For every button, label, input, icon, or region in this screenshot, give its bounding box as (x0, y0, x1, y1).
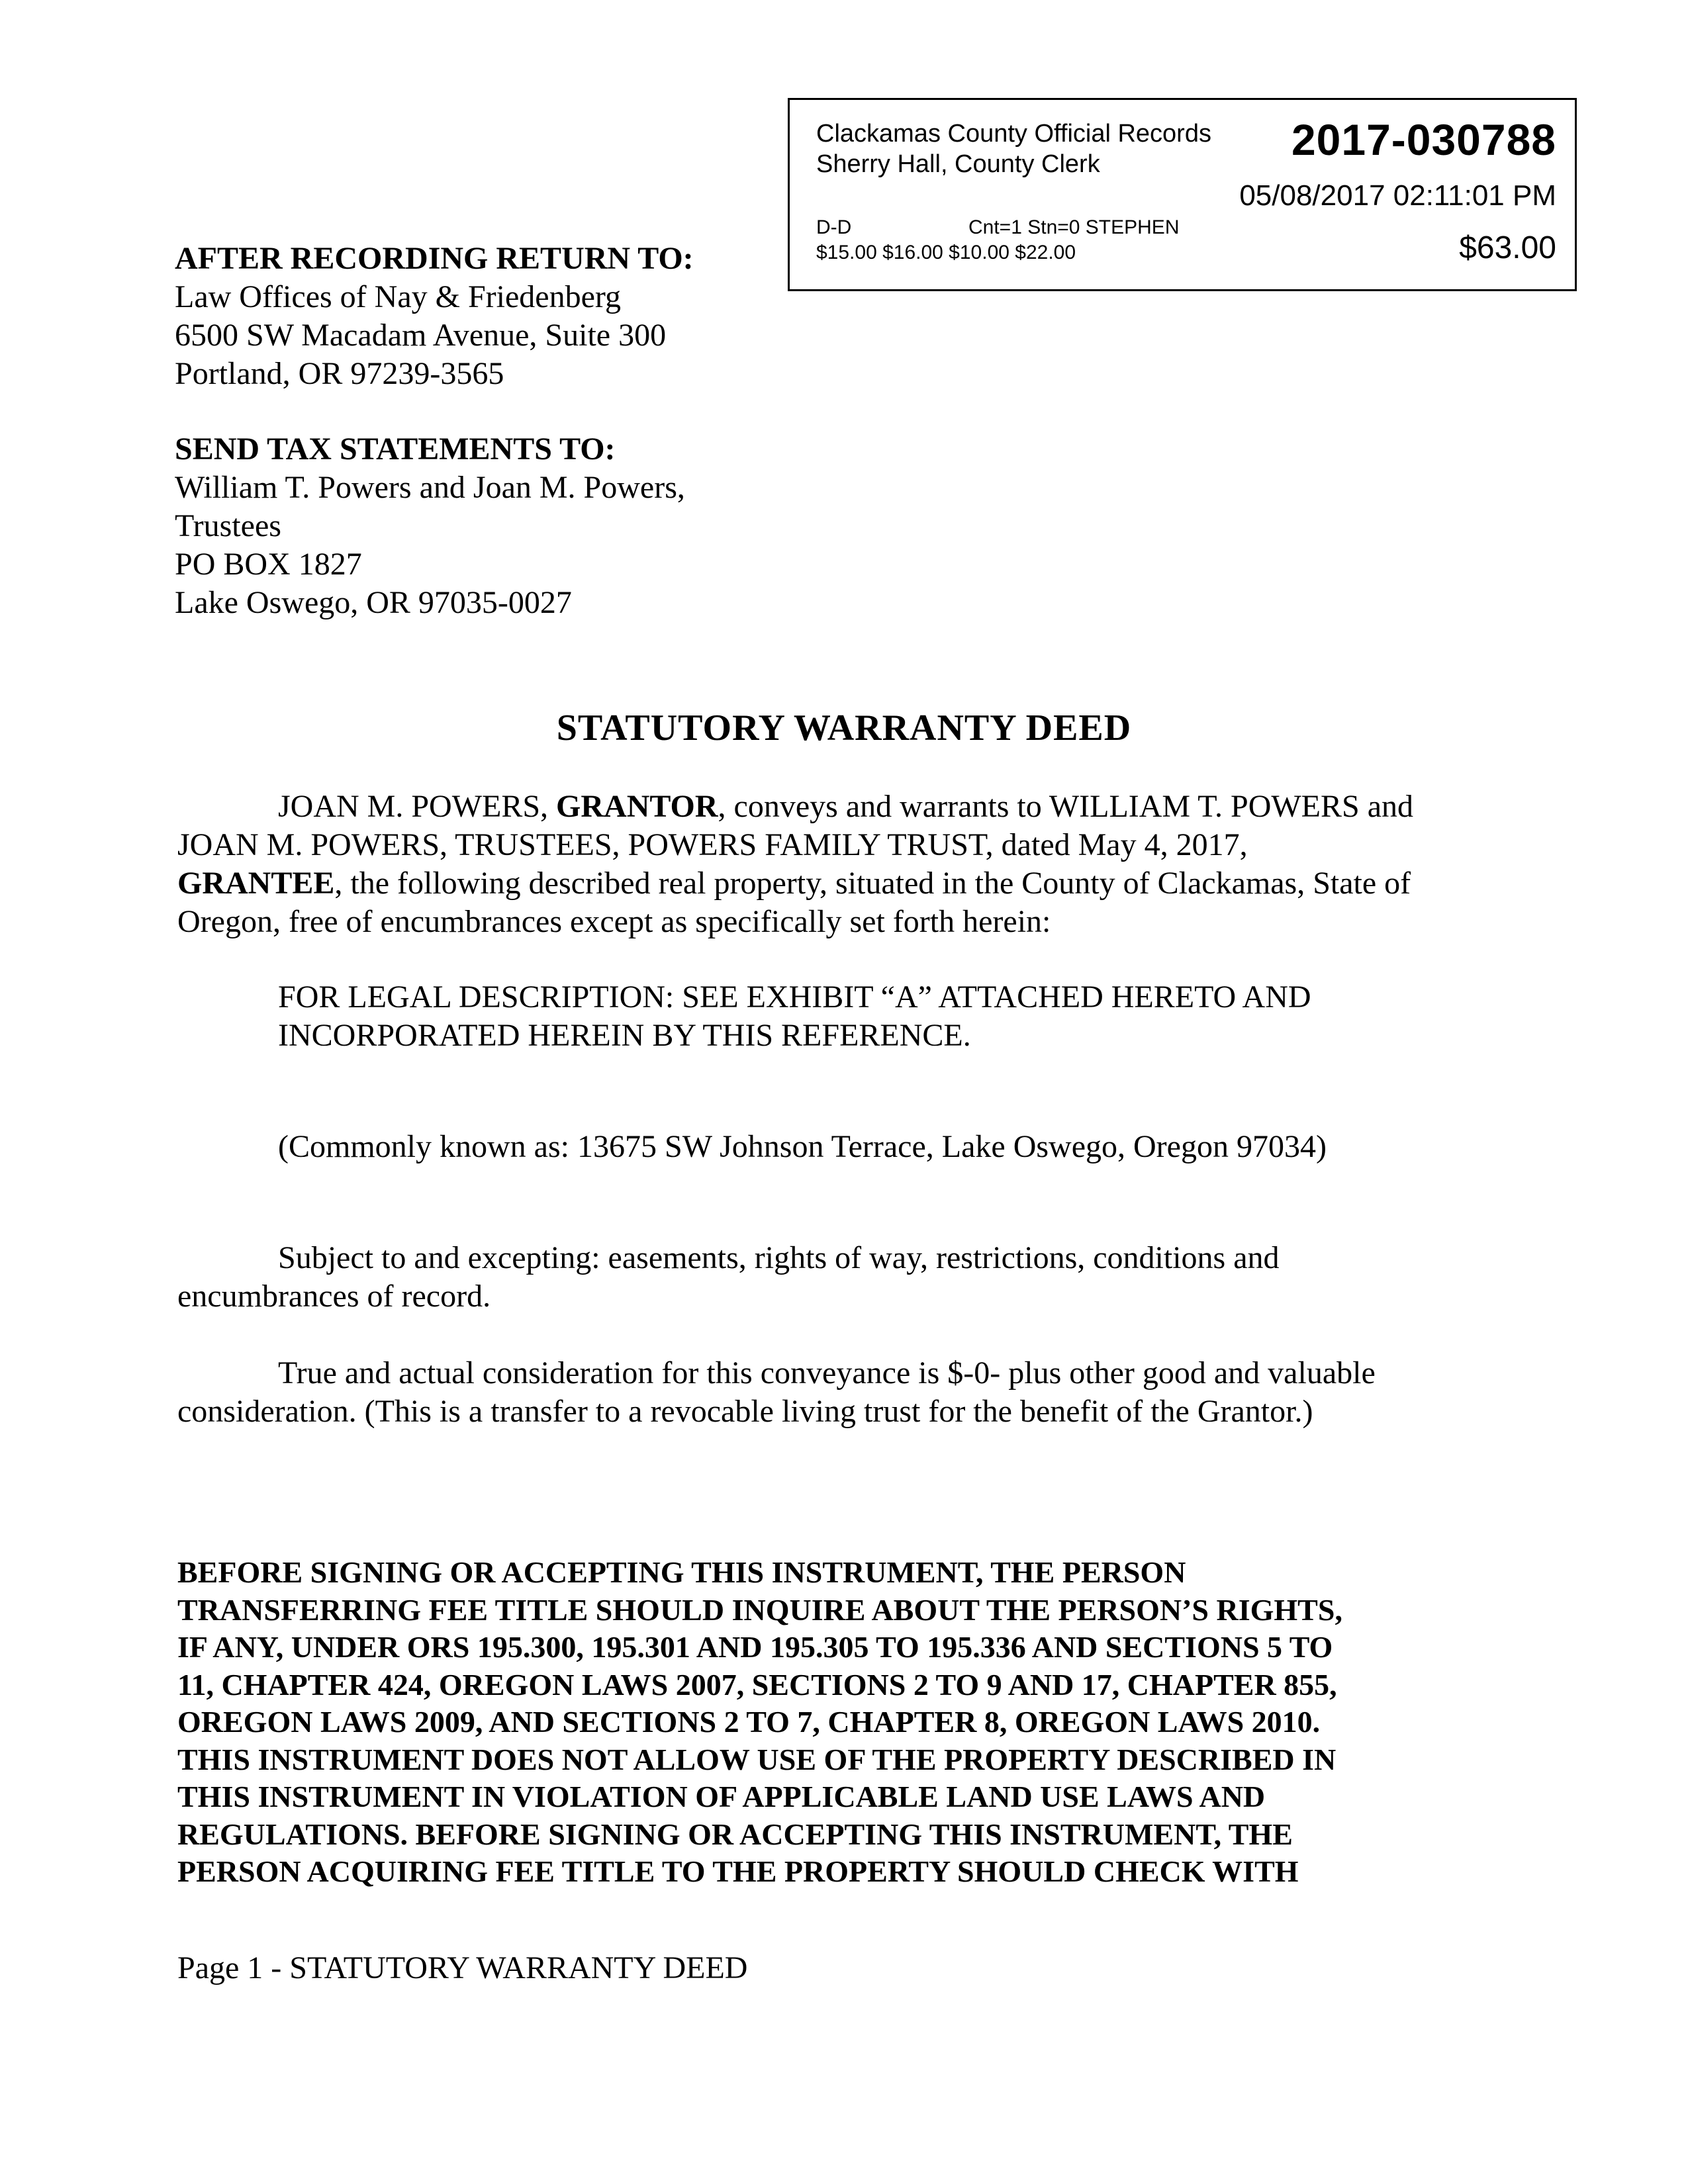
warning-line: THIS INSTRUMENT DOES NOT ALLOW USE OF THE PROPERTY DESCRIBED IN (177, 1742, 1336, 1776)
page-footer: Page 1 - STATUTORY WARRANTY DEED (177, 1950, 748, 1985)
stamp-fees: $15.00 $16.00 $10.00 $22.00 (816, 242, 1076, 263)
tax-statements-line: Trustees (175, 508, 281, 543)
warning-line: THIS INSTRUMENT IN VIOLATION OF APPLICABLE LAND USE LAWS AND (177, 1780, 1266, 1813)
document-title: STATUTORY WARRANTY DEED (556, 707, 1132, 749)
conveyance-text: , the following described real property, situated in the County of Clackamas, State of (334, 866, 1411, 901)
warning-line: 11, CHAPTER 424, OREGON LAWS 2007, SECTIONS 2 TO 9 AND 17, CHAPTER 855, (177, 1667, 1337, 1702)
warning-line: IF ANY, UNDER ORS 195.300, 195.301 AND 195.305 TO 195.336 AND SECTIONS 5 TO (177, 1630, 1333, 1664)
warning-line: TRANSFERRING FEE TITLE SHOULD INQUIRE ABOUT THE PERSON’S RIGHTS, (177, 1592, 1342, 1627)
subject-to-line: Subject to and excepting: easements, rights of way, restrictions, conditions and (278, 1240, 1280, 1275)
stamp-instrument-number: 2017-030788 (1291, 115, 1556, 164)
stamp-clerk: Sherry Hall, County Clerk (816, 150, 1100, 178)
conveyance-line-3 (177, 864, 1411, 903)
stamp-office: Clackamas County Official Records (816, 120, 1211, 148)
return-to-heading: AFTER RECORDING RETURN TO: (175, 241, 694, 276)
return-to-line: Portland, OR 97239-3565 (175, 356, 504, 391)
recording-stamp (788, 98, 1577, 291)
conveyance-line-2: JOAN M. POWERS, TRUSTEES, POWERS FAMILY TRUST, dated May 4, 2017, (177, 827, 1248, 862)
tax-statements-line: William T. Powers and Joan M. Powers, (175, 470, 685, 505)
conveyance-line-1 (278, 788, 1413, 826)
legal-description-line: INCORPORATED HEREIN BY THIS REFERENCE. (278, 1018, 971, 1053)
grantee-label: GRANTEE (177, 866, 335, 901)
warning-line: REGULATIONS. BEFORE SIGNING OR ACCEPTING THIS INSTRUMENT, THE (177, 1817, 1293, 1851)
warning-line: PERSON ACQUIRING FEE TITLE TO THE PROPERTY SHOULD CHECK WITH (177, 1854, 1299, 1888)
conveyance-text: , conveys and warrants to WILLIAM T. POWERS and (718, 789, 1413, 824)
statutory-warning (177, 1554, 1342, 1891)
subject-to-line: encumbrances of record. (177, 1279, 491, 1314)
consideration-line: True and actual consideration for this conveyance is $-0- plus other good and valuable (278, 1355, 1376, 1390)
stamp-counts: Cnt=1 Stn=0 STEPHEN (968, 216, 1180, 238)
stamp-doc-code: D-D (816, 216, 852, 238)
warning-line: OREGON LAWS 2009, AND SECTIONS 2 TO 7, CHAPTER 8, OREGON LAWS 2010. (177, 1705, 1321, 1739)
stamp-total: $63.00 (1459, 230, 1556, 265)
grantor-label: GRANTOR (556, 789, 718, 824)
return-to-block (175, 240, 694, 393)
stamp-recorded-datetime: 05/08/2017 02:11:01 PM (1239, 179, 1556, 212)
commonly-known-as: (Commonly known as: 13675 SW Johnson Terrace, Lake Oswego, Oregon 97034) (278, 1129, 1327, 1164)
consideration-line: consideration. (This is a transfer to a revocable living trust for the benefit of the Grantor.) (177, 1394, 1313, 1429)
tax-statements-line: PO BOX 1827 (175, 547, 362, 582)
warning-line: BEFORE SIGNING OR ACCEPTING THIS INSTRUMENT, THE PERSON (177, 1555, 1186, 1589)
legal-description-line: FOR LEGAL DESCRIPTION: SEE EXHIBIT “A” ATTACHED HERETO AND (278, 979, 1311, 1015)
conveyance-line-4: Oregon, free of encumbrances except as specifically set forth herein: (177, 904, 1051, 939)
tax-statements-line: Lake Oswego, OR 97035-0027 (175, 585, 572, 620)
grantor-name: JOAN M. POWERS, (278, 789, 557, 824)
return-to-line: 6500 SW Macadam Avenue, Suite 300 (175, 318, 667, 353)
tax-statements-block (175, 430, 685, 622)
return-to-line: Law Offices of Nay & Friedenberg (175, 279, 622, 314)
tax-statements-heading: SEND TAX STATEMENTS TO: (175, 432, 616, 467)
